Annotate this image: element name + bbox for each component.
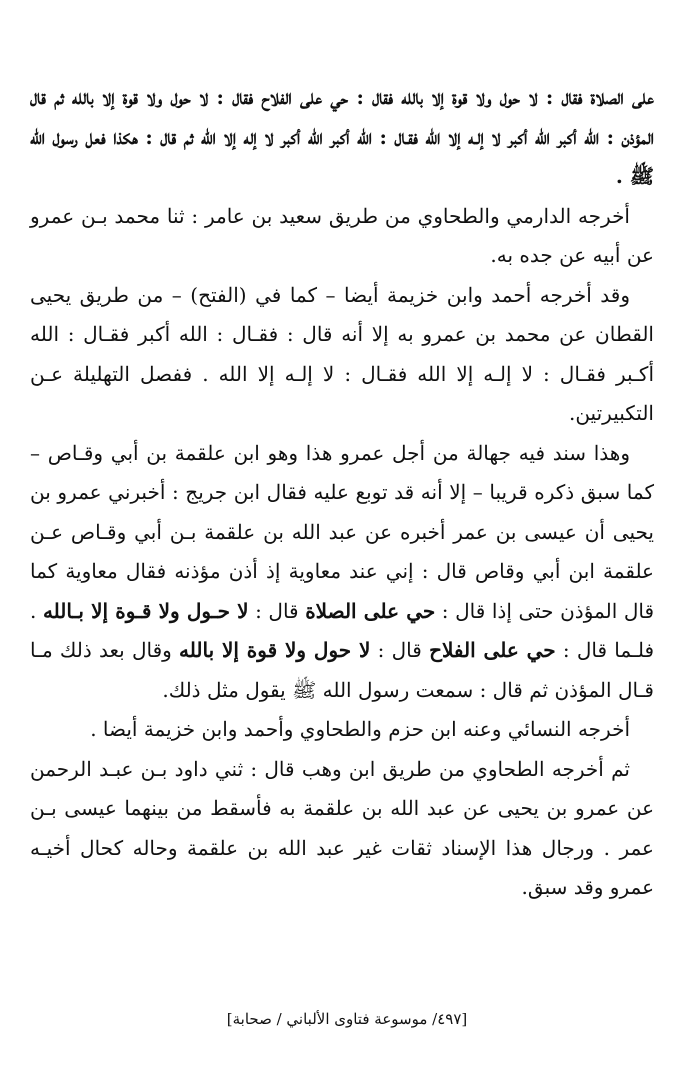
paragraph-3: وقد أخرجه أحمد وابن خزيمة أيضا – كما في (الفتح) – من طريق يحيى القطان عن محمد بن عمرو به إلا أنه قال : فقـال : الله أكبر فقـال : الله أكـبر فقـال : لا إلـه إلا الله فقـال : لا إلـه إلا الله . ففصل التهليلة عـن التكبيرتين. [30,282,654,425]
paragraph-4-mid-3: قال : [370,638,430,662]
footer-section: / صحابة] [226,1010,282,1028]
paragraph-4-bold-3: حي على الفلاح [429,638,556,662]
paragraph-2: أخرجه الدارمي والطحاوي من طريق سعيد بن عامر : ثنا محمد بـن عمرو عن أبيه عن جده به. [30,203,654,267]
paragraph-6: ثم أخرجه الطحاوي من طريق ابن وهب قال : ثني داود بـن عبـد الرحمن عن عمرو بن يحيى عن عبد الله بن علقمة به فأسقط من بينهما عيسى بـن عمر . ورجال هذا الإسناد ثقات غير عبد الله بن علقمة وحاله كحال أخيـه عمرو وقد سبق. [30,756,654,899]
paragraph-4-bold-2: لا حـول ولا قـوة إلا بـالله [42,598,249,623]
footer-book-title: موسوعة فتاوى الألباني [286,1010,428,1028]
paragraph-4-bold-1: حي على الصلاة [305,598,436,623]
paragraph-4 [30,434,654,711]
paragraph-1-bold-text: على الصلاة فقال : لا حول ولا قوة إلا بالله فقال : حي على الفلاح فقال : لا حول ولا قوة إلا بالله ثم قال المؤذن : الله أكبر الله أكبر لا إلـه إلا الله فقـال : الله أكبر الله أكبر لا إله إلا الله ثم قال : هكذا فعل رسول الله ﷺ . [30,85,654,188]
paragraph-4-text-before: وهذا سند فيه جهالة من أجل عمرو هذا وهو ابن علقمة بن أبي وقـاص – كما سبق ذكره قريبا – إلا أنه قد توبع عليه فقال ابن جريج : أخبرني عمرو بن يحيى أن عيسى بن عمر أخبره عن عبد الله بن علقمة بـن أبي وقـاص عـن علقمة ابن أبي وقاص قال : إني عند معاوية إذ أذن مؤذنه فقال معاوية كما قال المؤذن حتى إذا قال : [30,440,655,623]
page-footer [0,1010,694,1028]
paragraph-4-mid-1: قال : [248,598,306,623]
footer-page-number: [٤٩٧/ [432,1010,468,1028]
paragraph-4-text-after: وقال بعد ذلك مـا قـال المؤذن ثم قال : سمعت رسول الله ﷺ يقول مثل ذلك. [30,638,654,702]
paragraph-1 [30,78,654,197]
paragraph-4-bold-4: لا حول ولا قوة إلا بالله [179,638,371,662]
paragraph-4-mid-2: . فلـما قال : [30,598,655,662]
paragraph-5: أخرجه النسائي وعنه ابن حزم والطحاوي وأحمد وابن خزيمة أيضا . [90,717,630,741]
document-body [30,78,654,908]
